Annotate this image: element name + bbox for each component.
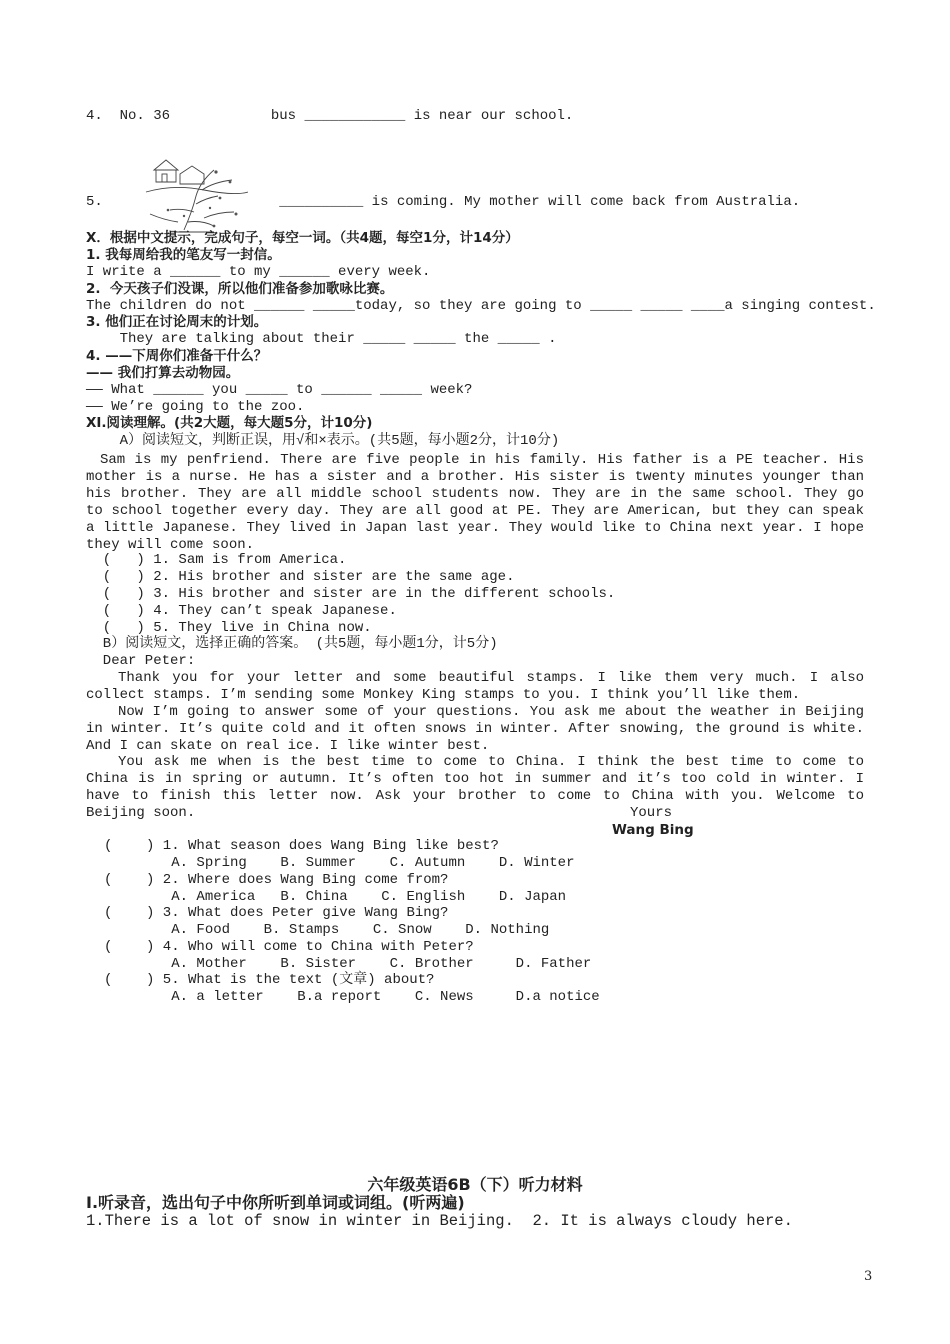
part-b-question-1: ( ) 1. What season does Wang Bing like best? — [104, 838, 499, 854]
section-10-item-2-en: The children do not ______ _____today, so they are going to _____ _____ ____a singing contest. — [86, 298, 876, 314]
listening-title: 六年级英语6B（下）听力材料 — [367, 1175, 583, 1194]
part-a-item-4: ( ) 4. They can’t speak Japanese. — [86, 603, 397, 619]
section-10-item-3-en: They are talking about their _____ _____ the _____ . — [86, 331, 557, 347]
section-10-title: X．根据中文提示，完成句子，每空一词。（共4题，每空1分，计14分） — [86, 230, 519, 246]
part-a-item-1: ( ) 1. Sam is from America. — [86, 552, 347, 568]
part-b-question-4: ( ) 4. Who will come to China with Peter? — [104, 939, 474, 955]
part-a-item-3: ( ) 3. His brother and sister are in the different schools. — [86, 586, 616, 602]
section-10-item-3-cn: 3. 他们正在讨论周末的计划。 — [86, 314, 268, 330]
part-b-options-2: A. America B. China C. English D. Japan — [104, 889, 567, 905]
part-a-item-2: ( ) 2. His brother and sister are the same age. — [86, 569, 515, 585]
letter-paragraph-2: Now I’m going to answer some of your questions. You ask me about the weather in Beijing in winter. It’s quite cold and it often snows in winter. After snowing, the ground is white. And I can skate on real ice. I like winter best. — [86, 704, 864, 754]
page-number: 3 — [864, 1269, 873, 1284]
section-10-item-4-cn: 4. ——下周你们准备干什么？ — [86, 348, 268, 364]
section-10-item-4-en: —— What ______ you _____ to ______ _____ week? — [86, 382, 473, 398]
part-b-question-5: ( ) 5. What is the text (文章) about? — [104, 972, 435, 988]
q5-text: __________ is coming. My mother will come back from Australia. — [279, 194, 801, 210]
q4-text: bus ____________ is near our school. — [270, 108, 574, 124]
listening-line-1: 1.There is a lot of snow in winter in Beijing. 2. It is always cloudy here. — [86, 1212, 793, 1230]
question-4 — [86, 108, 573, 125]
part-b-title: B）阅读短文，选择正确的答案。 (共5题，每小题1分，计5分) — [86, 636, 498, 652]
letter-paragraph-3: You ask me when is the best time to come to China. I think the best time to come to China is in spring or autumn. It’s often too hot in summer and it’s too cold in winter. I have to finish this letter now. Ask your brother to come to China with you. Welcome to Beijing soon. — [86, 754, 864, 821]
part-b-options-1: A. Spring B. Summer C. Autumn D. Winter — [104, 855, 575, 871]
part-a-item-5: ( ) 5. They live in China now. — [86, 620, 372, 636]
section-11-title: XI.阅读理解。(共2大题，每大题5分，计10分) — [86, 415, 373, 431]
part-b-options-4: A. Mother B. Sister C. Brother D. Father — [104, 956, 592, 972]
section-10-item-2-cn: 2. 今天孩子们没课，所以他们准备参加歌咏比赛。 — [86, 281, 394, 297]
part-b-question-2: ( ) 2. Where does Wang Bing come from? — [104, 872, 449, 888]
part-a-passage: Sam is my penfriend. There are five people in his family. His father is a PE teacher. His mother is a nurse. He has a sister and a brother. His sister is twenty minutes younger than his brother. They are all middle school students now. They are in the same school. They go to school together every day. They are all good at PE. They are American, but they can speak a little Japanese. They lived in Japan last year. They would like to China next year. I hope they will come soon. — [86, 452, 864, 553]
letter-signature: Wang Bing — [612, 822, 694, 838]
letter-greeting: Dear Peter: — [86, 653, 196, 669]
part-b-options-3: A. Food B. Stamps C. Snow D. Nothing — [104, 922, 550, 938]
part-b-options-5: A. a letter B.a report C. News D.a notice — [104, 989, 600, 1005]
q5-number: 5. — [86, 194, 103, 210]
letter-paragraph-1: Thank you for your letter and some beautiful stamps. I like them very much. I also collect stamps. I’m sending some Monkey King stamps to you. I think you’ll like them. — [86, 670, 864, 703]
part-b-question-3: ( ) 3. What does Peter give Wang Bing? — [104, 905, 449, 921]
q4-number: 4. — [86, 108, 103, 124]
section-10-item-1-en: I write a ______ to my ______ every week. — [86, 264, 431, 280]
q4-prefix: No. 36 — [119, 108, 171, 124]
section-10-item-1-cn: 1. 我每周给我的笔友写一封信。 — [86, 247, 281, 263]
listening-section-1-title: Ⅰ.听录音，选出句子中你所听到单词或词组。(听两遍) — [86, 1193, 465, 1212]
section-10-item-4-en2: —— We’re going to the zoo. — [86, 399, 305, 415]
question-5 — [86, 194, 800, 211]
part-a-title: A）阅读短文，判断正误，用√和×表示。(共5题，每小题2分，计10分) — [86, 433, 560, 449]
letter-closing: Yours — [630, 805, 673, 821]
section-10-item-4-cn2: —— 我们打算去动物园。 — [86, 365, 240, 381]
